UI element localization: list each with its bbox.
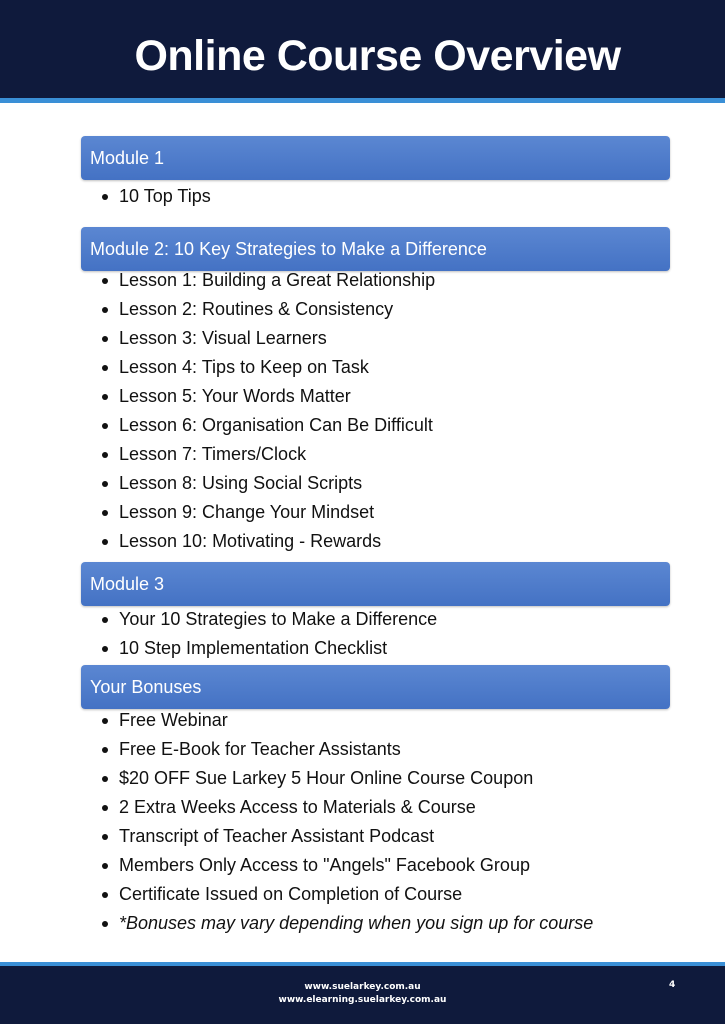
bonuses-list: [81, 706, 670, 938]
list-item: Lesson 7: Timers/Clock: [81, 440, 670, 469]
bonuses-header: Your Bonuses: [81, 665, 670, 709]
list-item: Lesson 4: Tips to Keep on Task: [81, 353, 670, 382]
footer-elearning-link[interactable]: www.elearning.suelarkey.com.au: [278, 995, 447, 1005]
list-item: Lesson 5: Your Words Matter: [81, 382, 670, 411]
list-item: 10 Top Tips: [81, 182, 670, 211]
list-item: Lesson 9: Change Your Mindset: [81, 498, 670, 527]
list-item: Lesson 1: Building a Great Relationship: [81, 266, 670, 295]
module-3-list: [81, 605, 670, 663]
module-1-section: [81, 136, 670, 227]
bonuses-section: [81, 665, 670, 938]
list-item: Lesson 2: Routines & Consistency: [81, 295, 670, 324]
list-item: Free Webinar: [81, 706, 670, 735]
bonuses-disclaimer: *Bonuses may vary depending when you sign up for course: [81, 909, 670, 938]
page-header: [0, 0, 725, 98]
module-2-header: Module 2: 10 Key Strategies to Make a Difference: [81, 227, 670, 271]
list-item: Lesson 3: Visual Learners: [81, 324, 670, 353]
list-item: 10 Step Implementation Checklist: [81, 634, 670, 663]
module-2-section: [81, 227, 670, 562]
list-item: Lesson 10: Motivating - Rewards: [81, 527, 670, 556]
list-item: Free E-Book for Teacher Assistants: [81, 735, 670, 764]
module-1-header: Module 1: [81, 136, 670, 180]
module-1-list: [81, 182, 670, 211]
page-number: 4: [669, 980, 676, 990]
list-item: Members Only Access to "Angels" Facebook Group: [81, 851, 670, 880]
list-item: Lesson 8: Using Social Scripts: [81, 469, 670, 498]
page-title: Online Course Overview: [134, 32, 621, 80]
module-3-section: [81, 562, 670, 665]
course-overview-content: [81, 136, 670, 938]
list-item: Lesson 6: Organisation Can Be Difficult: [81, 411, 670, 440]
module-3-header: Module 3: [81, 562, 670, 606]
list-item: Your 10 Strategies to Make a Difference: [81, 605, 670, 634]
list-item: Certificate Issued on Completion of Course: [81, 880, 670, 909]
list-item: 2 Extra Weeks Access to Materials & Course: [81, 793, 670, 822]
header-accent-stripe: [0, 98, 725, 103]
footer-website-link[interactable]: www.suelarkey.com.au: [304, 982, 421, 992]
page-footer: [0, 966, 725, 1024]
list-item: $20 OFF Sue Larkey 5 Hour Online Course Coupon: [81, 764, 670, 793]
module-2-list: [81, 266, 670, 556]
list-item: Transcript of Teacher Assistant Podcast: [81, 822, 670, 851]
